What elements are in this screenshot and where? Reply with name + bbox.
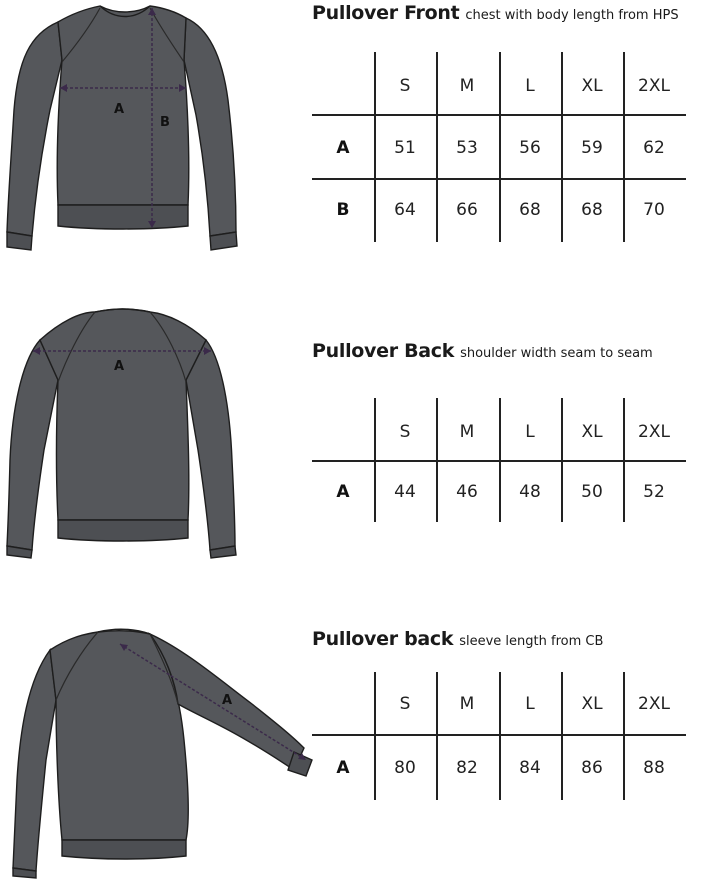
- row-label: A: [336, 138, 350, 158]
- size-header: S: [399, 422, 411, 442]
- measure-label-a: A: [114, 102, 125, 117]
- row-label: B: [336, 200, 350, 220]
- size-header: L: [525, 694, 535, 714]
- measure-label-a: A: [114, 359, 125, 374]
- section-pullover-sleeve: [0, 600, 720, 880]
- pullover-front-illustration: [0, 0, 300, 270]
- size-table-front: [312, 52, 686, 242]
- table-cell: 62: [643, 138, 665, 158]
- size-header: XL: [581, 694, 603, 714]
- table-cell: 64: [394, 200, 416, 220]
- row-label: A: [336, 758, 350, 778]
- row-label: A: [336, 482, 350, 502]
- table-cell: 68: [581, 200, 603, 220]
- size-header: S: [399, 76, 411, 96]
- size-header: M: [459, 694, 475, 714]
- size-table-back: [312, 398, 686, 522]
- table-cell: 70: [643, 200, 665, 220]
- table-cell: 86: [581, 758, 603, 778]
- table-cell: 51: [394, 138, 416, 158]
- section-heading: [312, 340, 653, 362]
- pullover-back-illustration: [0, 300, 300, 570]
- table-cell: 88: [643, 758, 665, 778]
- pullover-sleeve-illustration: [0, 600, 320, 880]
- section-heading: [312, 628, 603, 650]
- measure-label-b: B: [160, 115, 170, 130]
- section-subtitle: shoulder width seam to seam: [460, 346, 653, 361]
- table-cell: 80: [394, 758, 416, 778]
- table-cell: 84: [519, 758, 541, 778]
- size-header: L: [525, 422, 535, 442]
- section-subtitle: sleeve length from CB: [459, 634, 604, 649]
- table-cell: 46: [456, 482, 478, 502]
- table-cell: 66: [456, 200, 478, 220]
- section-heading: [312, 2, 679, 24]
- table-cell: 48: [519, 482, 541, 502]
- measure-label-a: A: [222, 693, 233, 708]
- size-header: M: [459, 422, 475, 442]
- table-cell: 44: [394, 482, 416, 502]
- section-title: Pullover Back: [312, 340, 455, 362]
- section-title: Pullover back: [312, 628, 454, 650]
- size-header: 2XL: [638, 76, 670, 96]
- size-header: XL: [581, 422, 603, 442]
- size-header: 2XL: [638, 422, 670, 442]
- table-cell: 82: [456, 758, 478, 778]
- table-cell: 50: [581, 482, 603, 502]
- size-header: M: [459, 76, 475, 96]
- size-header: 2XL: [638, 694, 670, 714]
- size-table-sleeve: [312, 672, 686, 800]
- table-cell: 68: [519, 200, 541, 220]
- table-cell: 56: [519, 138, 541, 158]
- size-header: XL: [581, 76, 603, 96]
- size-header: S: [399, 694, 411, 714]
- table-cell: 52: [643, 482, 665, 502]
- section-pullover-front: [0, 0, 720, 270]
- table-cell: 59: [581, 138, 603, 158]
- section-subtitle: chest with body length from HPS: [465, 8, 679, 23]
- table-cell: 53: [456, 138, 478, 158]
- section-title: Pullover Front: [312, 2, 460, 24]
- section-pullover-back: [0, 300, 720, 570]
- size-header: L: [525, 76, 535, 96]
